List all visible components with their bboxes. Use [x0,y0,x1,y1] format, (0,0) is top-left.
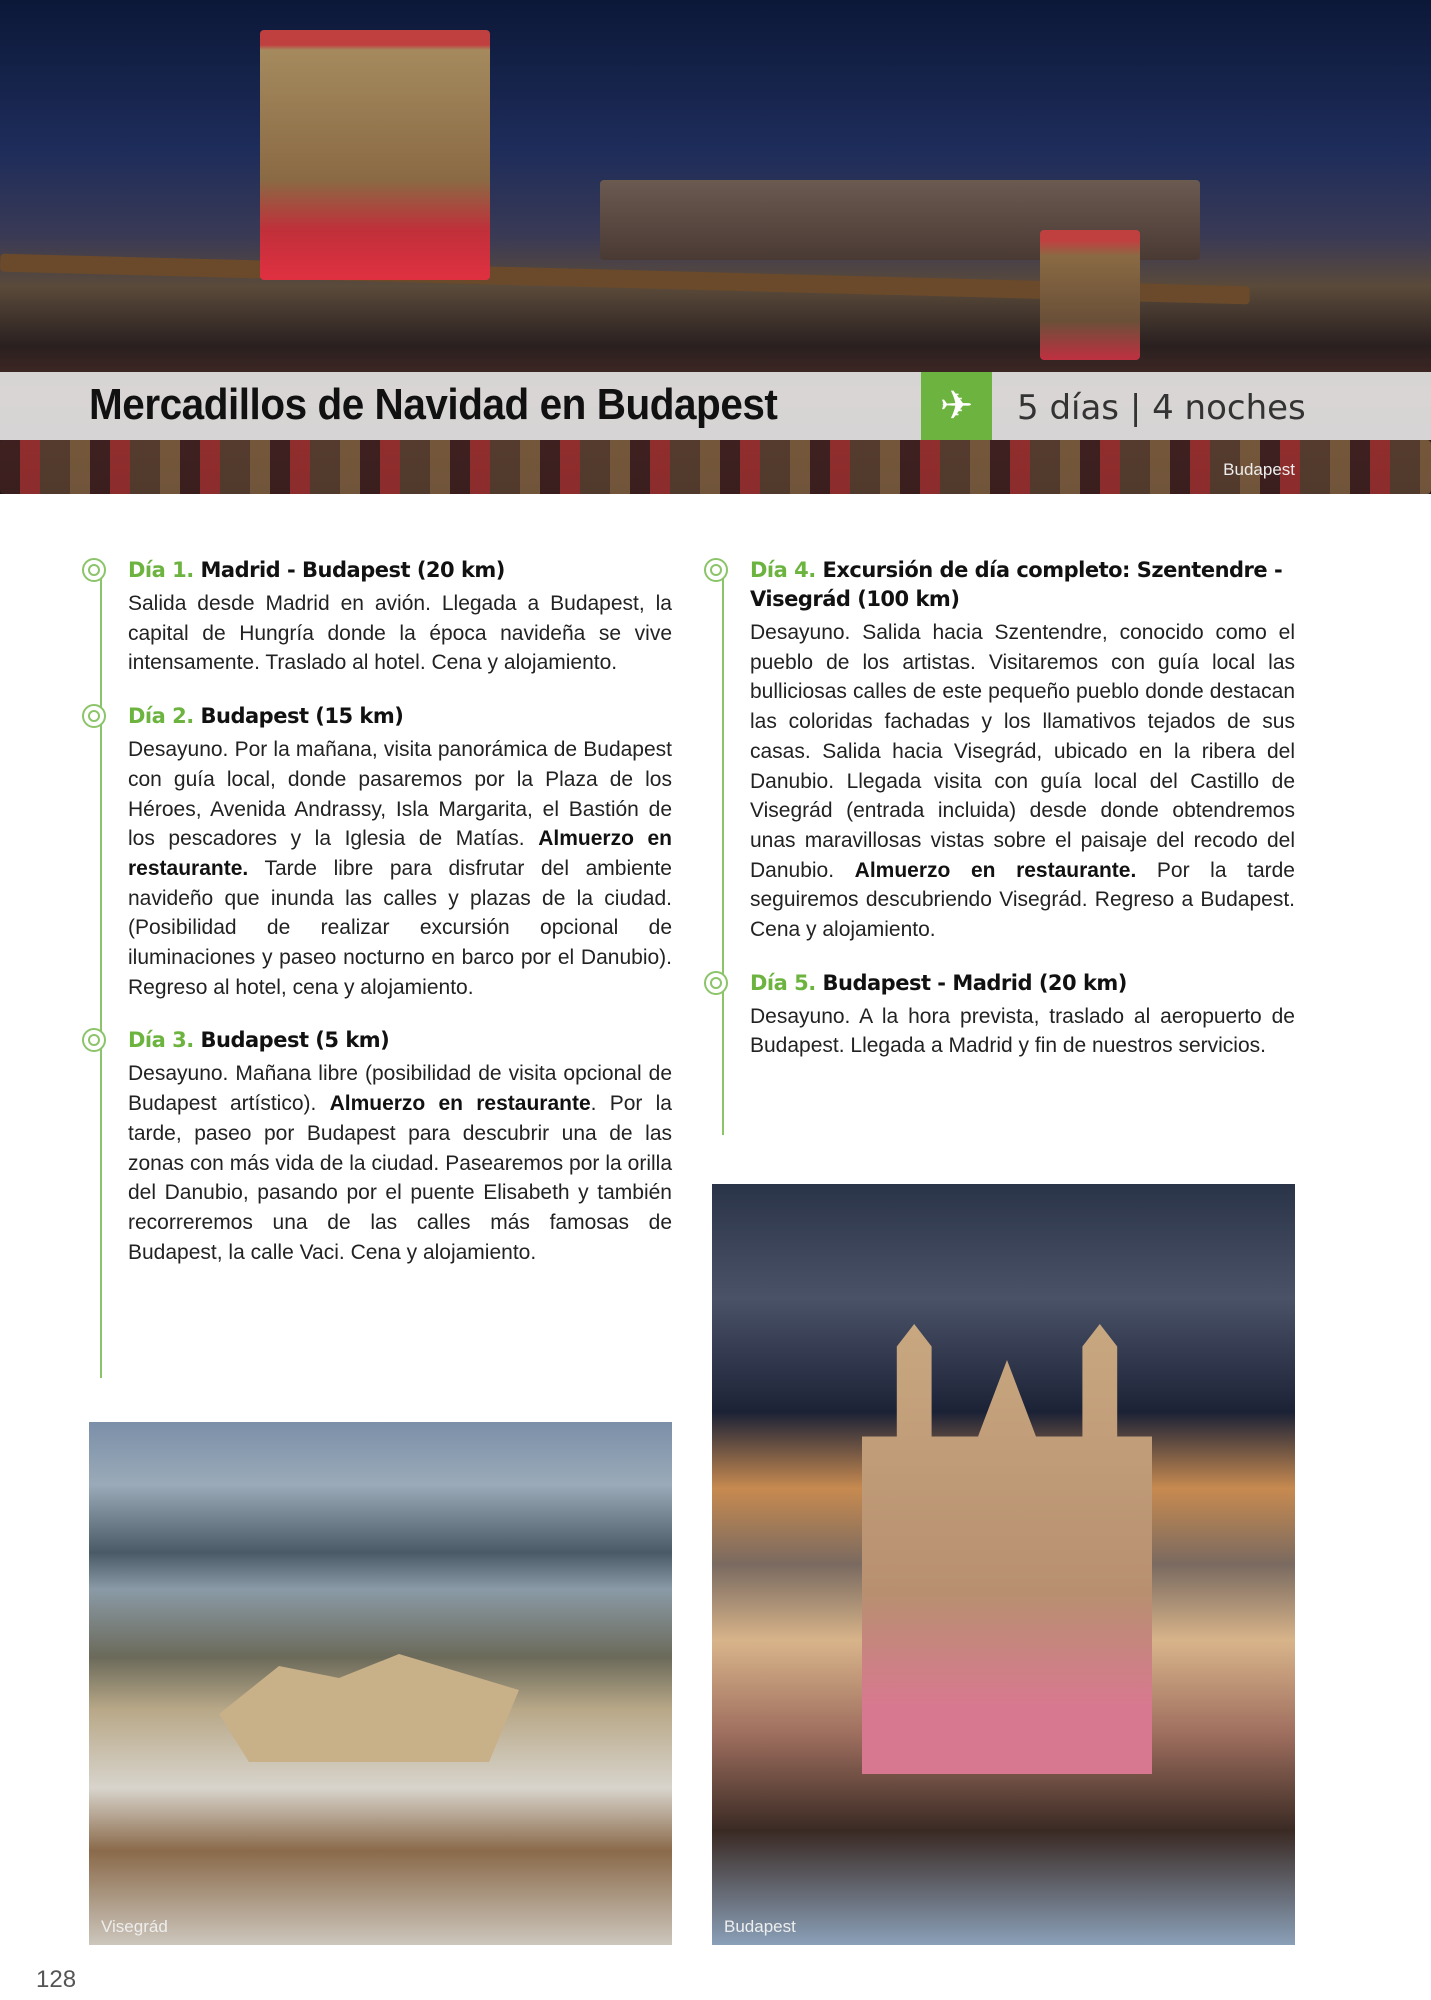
day-title: Madrid - Budapest (20 km) [200,558,505,582]
day-number: Día 5. [750,970,816,995]
castle-shape [219,1642,519,1762]
day-number: Día 2. [128,704,194,729]
airplane-icon: ✈ [921,372,992,440]
photo-basilica-christmas-market [712,1184,1295,1945]
day-number: Día 1. [128,558,194,582]
photo-caption: Visegrád [101,1917,168,1936]
itinerary-day [722,556,1295,945]
itinerary-day [100,556,672,678]
day-title: Budapest - Madrid (20 km) [822,970,1127,995]
day-description: Desayuno. Salida hacia Szentendre, conocido como el pueblo de los artistas. Visitaremos con guía local las bulliciosas calles de este pequeño pueblo donde destacan las coloridas fachadas y los llamativos tejados de sus casas. Salida hacia Visegrád, ubicado en la ribera del Danubio. Llegada visita con guía local del Castillo de Visegrád (entrada incluida) desde donde obtendremos unas maravillosas vistas sobre el paisaje del recodo del Danubio. Almuerzo en restaurante. Por la tarde seguiremos descubriendo Visegrád. Regreso a Budapest. Cena y alojamiento. [750,621,1295,942]
itinerary-day [100,702,672,1002]
day-title: Budapest (5 km) [200,1028,390,1053]
page-title: Mercadillos de Navidad en Budapest [89,380,778,429]
day-bullet-icon [704,558,728,582]
day-heading [128,702,672,731]
day-number: Día 4. [750,558,816,582]
itinerary-right-column [722,556,1295,1085]
itinerary-day [722,969,1295,1061]
day-number: Día 3. [128,1028,194,1053]
day-heading [750,969,1295,998]
day-description: Desayuno. Por la mañana, visita panorámica de Budapest con guía local, donde pasaremos por la Plaza de los Héroes, Avenida Andrassy, Isla Margarita, el Bastión de los pescadores y la Iglesia de Matías. Almuerzo en restaurante. Tarde libre para disfrutar del ambiente navideño que inunda las calles y plazas de la ciudad. (Posibilidad de realizar excursión opcional de iluminaciones y paseo nocturno en barco por el Danubio). Regreso al hotel, cena y alojamiento. [128,738,672,999]
bridge-tower [260,30,490,280]
trip-duration: 5 días | 4 noches [1017,388,1306,428]
day-description: Salida desde Madrid en avión. Llegada a Budapest, la capital de Hungría donde la época navideña se vive intensamente. Traslado al hotel. Cena y alojamiento. [128,592,672,675]
photo-caption: Budapest [724,1917,796,1936]
day-bullet-icon [82,704,106,728]
day-description: Desayuno. Mañana libre (posibilidad de visita opcional de Budapest artístico). Almuerzo en restaurante. Por la tarde, paseo por Budapest para descubrir una de las zonas con más vida de la ciudad. Pasearemos por la orilla del Danubio, pasando por el puente Elisabeth y también recorreremos una de las calles más famosas de Budapest, la calle Vaci. Cena y alojamiento. [128,1062,672,1264]
itinerary-day [100,1026,672,1267]
photo-visegrad [89,1422,672,1945]
day-heading [750,556,1295,614]
day-heading [128,556,672,585]
page-number: 128 [36,1966,77,1993]
basilica-shape [862,1324,1152,1774]
day-title: Excursión de día completo: Szentendre - Visegrád (100 km) [750,558,1283,611]
hero-photo-caption: Budapest [1223,460,1295,479]
day-description: Desayuno. A la hora prevista, traslado al aeropuerto de Budapest. Llegada a Madrid y fin de nuestros servicios. [750,1004,1295,1058]
river-reflection [0,440,1431,494]
day-bullet-icon [82,1028,106,1052]
day-bullet-icon [82,558,106,582]
day-title: Budapest (15 km) [200,704,404,729]
itinerary-left-column [100,556,672,1291]
day-heading [128,1026,672,1055]
bridge-tower [1040,230,1140,360]
day-bullet-icon [704,971,728,995]
